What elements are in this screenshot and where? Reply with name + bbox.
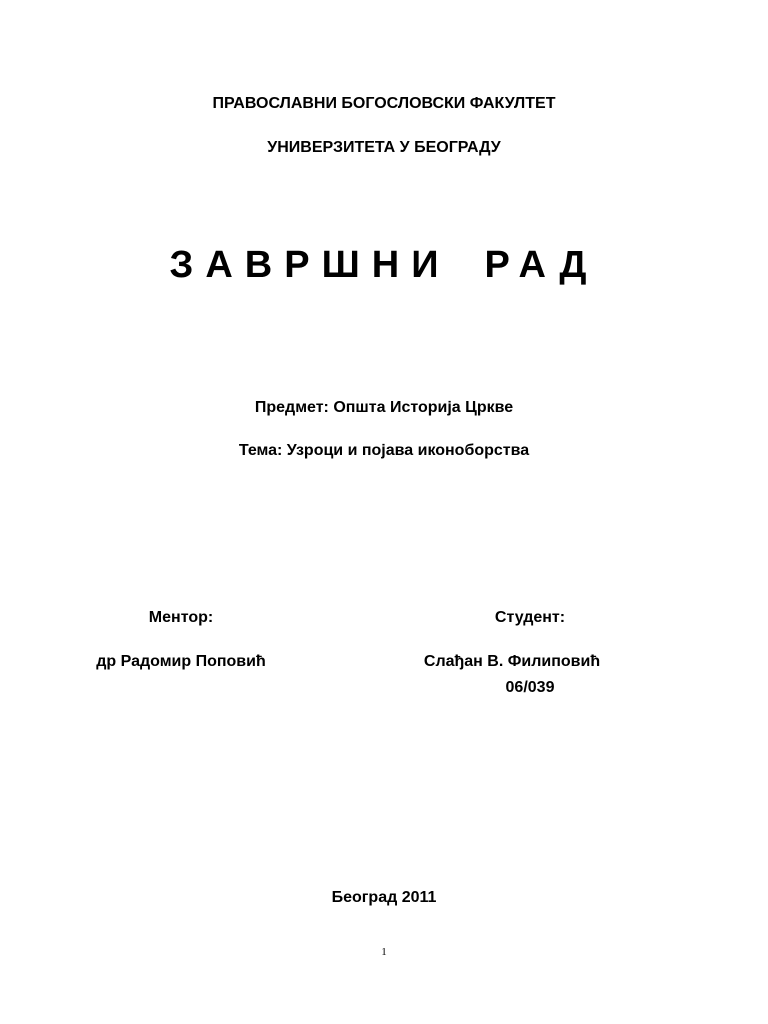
faculty-heading: ПРАВОСЛАВНИ БОГОСЛОВСКИ ФАКУЛТЕТ	[212, 95, 556, 112]
mentor-label: Ментор:	[148, 609, 214, 626]
student-label: Студент:	[494, 609, 566, 626]
student-name: Слађан В. Филиповић	[423, 653, 601, 670]
mentor-name: др Радомир Поповић	[96, 653, 266, 670]
title-word-work: РАД	[484, 244, 599, 286]
document-title	[0, 244, 768, 287]
page-number: 1	[381, 946, 387, 958]
title-word-final: ЗАВРШНИ	[169, 244, 451, 286]
university-heading: УНИВЕРЗИТЕТА У БЕОГРАДУ	[267, 139, 501, 156]
topic-line: Тема: Узроци и појава иконоборства	[238, 442, 530, 459]
subject-line: Предмет: Општа Историја Цркве	[254, 399, 514, 416]
city-year: Београд 2011	[331, 889, 437, 906]
student-index: 06/039	[505, 679, 555, 696]
